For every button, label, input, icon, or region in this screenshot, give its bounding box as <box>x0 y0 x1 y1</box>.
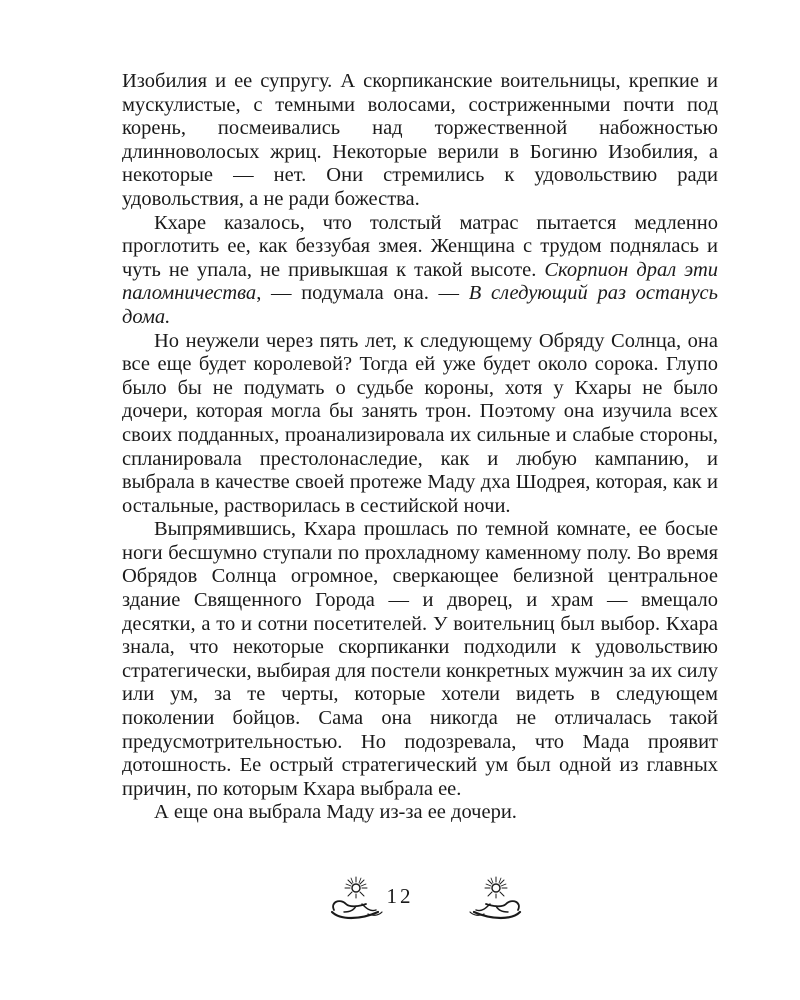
paragraph-2-text: Кхаре казалось, что толстый матрас пытается медленно проглотить ее, как беззубая змея. Женщина с трудом поднялась и чуть не упала, не привыкшая к такой высоте. <box>122 211 718 281</box>
paragraph-2-attribution: , — подумала она. — <box>256 282 469 305</box>
body-text <box>122 70 718 825</box>
paragraph-3-text: Но неужели через пять лет, к следующему Обряду Солнца, она все еще будет королевой? Тогда ей уже будет около сорока. Глупо было бы не подумать о судьбе короны, хотя у Кхары не было дочери, которая могла бы занять трон. Поэтому она изучила всех своих подданных, проанализировала их сильные и слабые стороны, спланировала престолонаследие, как и любую кампанию, и выбрала в качестве своей протеже Маду дха Шодрея, которая, как и остальные, растворилась в сестийской ночи. <box>122 329 718 517</box>
paragraph-1 <box>122 70 718 212</box>
paragraph-3 <box>122 330 718 519</box>
sun-lotus-ornament-icon <box>464 876 526 922</box>
paragraph-4 <box>122 518 718 801</box>
paragraph-4-text: Выпрямившись, Кхара прошлась по темной комнате, ее босые ноги бесшумно ступали по прохладному каменному полу. Во время Обрядов Солнца огромное, сверкающее белизной центральное здание Священного Города — и дворец, и храм — вмещало десятки, а то и сотни посетителей. У воительниц был выбор. Кхара знала, что некоторые скорпиканки подходили к удовольствию стратегически, выбирая для постели конкретных мужчин за их силу или ум, за те черты, которые хотели видеть в следующем поколении бойцов. Сама она никогда не отличалась такой предусмотрительностью. Но подозревала, что Мада проявит дотошность. Ее острый стратегический ум был одной из главных причин, по которым Кхара выбрала ее. <box>122 518 718 800</box>
paragraph-2 <box>122 212 718 330</box>
paragraph-5 <box>122 801 718 825</box>
paragraph-1-text: Изобилия и ее супругу. А скорпиканские воительницы, крепкие и мускулистые, с темными волосами, состриженными почти под корень, посмеивались над торжественной набожностью длинноволосых жриц. Некоторые верили в Богиню Изобилия, а некоторые — нет. Они стремились к удовольствию ради удовольствия, а не ради божества. <box>122 70 718 210</box>
paragraph-2-italic-thought: Скорпион драл эти паломничества <box>122 258 718 305</box>
page-number: 12 <box>386 884 414 908</box>
paragraph-2-italic-thought-2: В следующий раз останусь дома. <box>122 282 718 328</box>
paragraph-5-text: А еще она выбрала Маду из-за ее дочери. <box>154 801 517 824</box>
page-footer <box>0 876 800 926</box>
